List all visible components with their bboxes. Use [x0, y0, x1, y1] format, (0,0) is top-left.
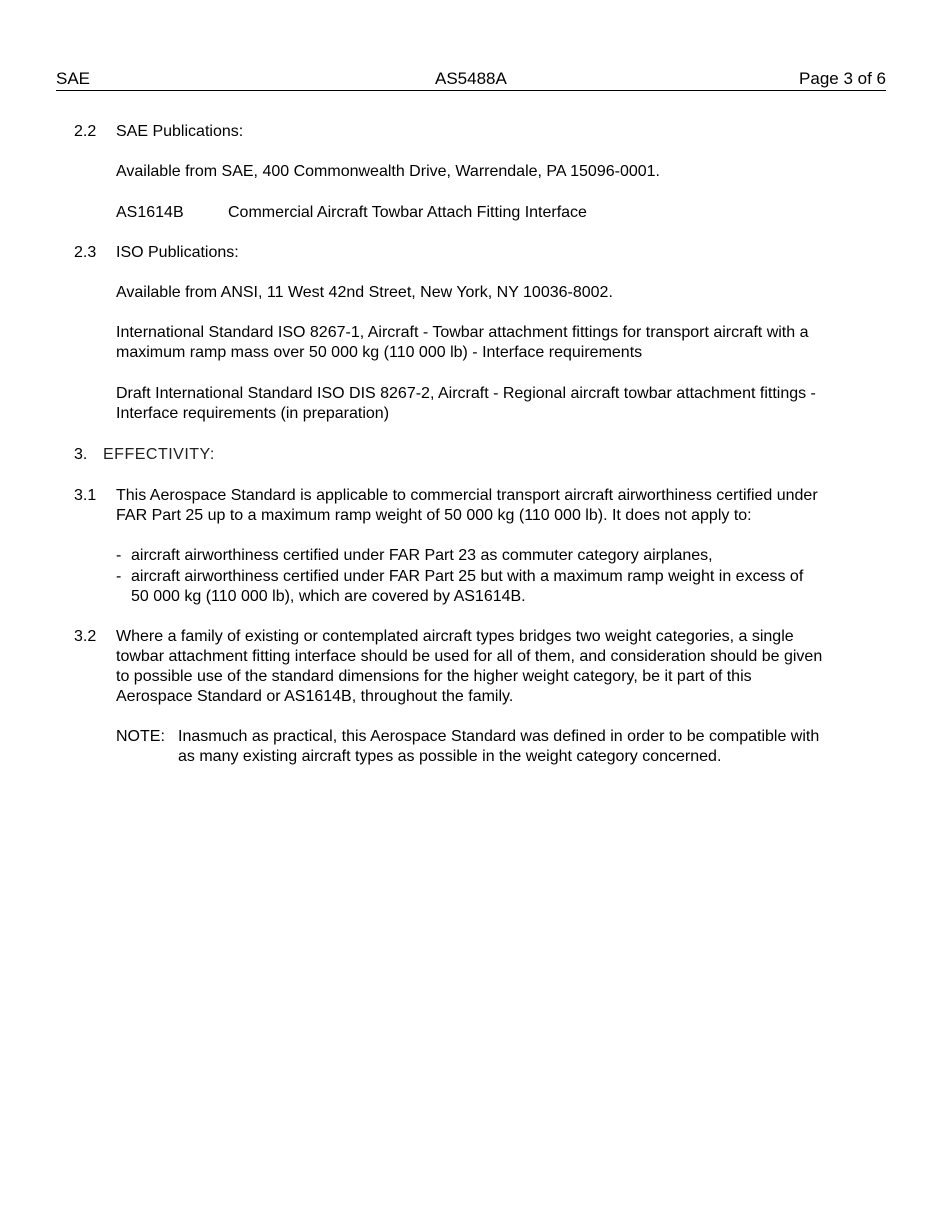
section-heading: SAE Publications:: [116, 123, 244, 140]
iso-ref-line: Interface requirements (in preparation): [116, 405, 390, 422]
bullet-item: [131, 546, 871, 566]
section-3-2-text: [116, 627, 876, 707]
section-3-1-text: [116, 486, 876, 526]
bullet-line: aircraft airworthiness certified under FAR Part 25 but with a maximum ramp weight in excess of: [131, 568, 804, 585]
sae-availability-text: Available from SAE, 400 Commonwealth Drive, Warrendale, PA 15096-0001.: [116, 163, 660, 180]
paragraph-line: towbar attachment fitting interface should be used for all of them, and consideration should be given: [116, 648, 823, 665]
bullet-item: [131, 567, 871, 607]
paragraph-line: This Aerospace Standard is applicable to commercial transport aircraft airworthiness certified under: [116, 487, 818, 504]
iso-ref-line: maximum ramp mass over 50 000 kg (110 000 lb) - Interface requirements: [116, 344, 643, 361]
section-3-1-number: 3.1: [74, 487, 97, 504]
bullet-dash: -: [116, 547, 122, 564]
note-text: [178, 727, 878, 767]
ref-title-as1614b: Commercial Aircraft Towbar Attach Fitting Interface: [228, 204, 587, 221]
note-line: as many existing aircraft types as possible in the weight category concerned.: [178, 748, 722, 765]
section-3-2-number: 3.2: [74, 628, 97, 645]
header-doc-number: AS5488A: [435, 69, 507, 88]
paragraph-line: to possible use of the standard dimensions for the higher weight category, be it part of this: [116, 668, 752, 685]
header-org: SAE: [56, 69, 91, 88]
iso-availability-text: Available from ANSI, 11 West 42nd Street, New York, NY 10036-8002.: [116, 284, 613, 301]
sae-availability: [116, 162, 876, 182]
iso-ref-8267-1: [116, 323, 876, 363]
iso-availability: [116, 283, 876, 303]
bullet-line: aircraft airworthiness certified under FAR Part 23 as commuter category airplanes,: [131, 547, 713, 564]
page-header: [56, 68, 886, 91]
iso-ref-8267-2: [116, 384, 876, 424]
paragraph-line: Aerospace Standard or AS1614B, throughout the family.: [116, 688, 514, 705]
header-page-number: Page 3 of 6: [799, 69, 886, 88]
ref-code-as1614b: AS1614B: [116, 204, 184, 221]
section-3-heading: EFFECTIVITY:: [103, 446, 215, 463]
section-heading: ISO Publications:: [116, 244, 239, 261]
iso-ref-line: Draft International Standard ISO DIS 8267-2, Aircraft - Regional aircraft towbar attachment fittings -: [116, 385, 816, 402]
section-number: 2.3: [74, 244, 97, 261]
paragraph-line: Where a family of existing or contemplated aircraft types bridges two weight categories, a single: [116, 628, 794, 645]
note-line: Inasmuch as practical, this Aerospace Standard was defined in order to be compatible with: [178, 728, 820, 745]
note-label: NOTE:: [116, 728, 165, 745]
section-number: 2.2: [74, 123, 97, 140]
bullet-dash: -: [116, 568, 122, 585]
section-3-number: 3.: [74, 446, 88, 463]
bullet-line: 50 000 kg (110 000 lb), which are covered by AS1614B.: [131, 588, 526, 605]
paragraph-line: FAR Part 25 up to a maximum ramp weight of 50 000 kg (110 000 lb). It does not apply to:: [116, 507, 752, 524]
iso-ref-line: International Standard ISO 8267-1, Aircraft - Towbar attachment fittings for transport aircraft with a: [116, 324, 809, 341]
